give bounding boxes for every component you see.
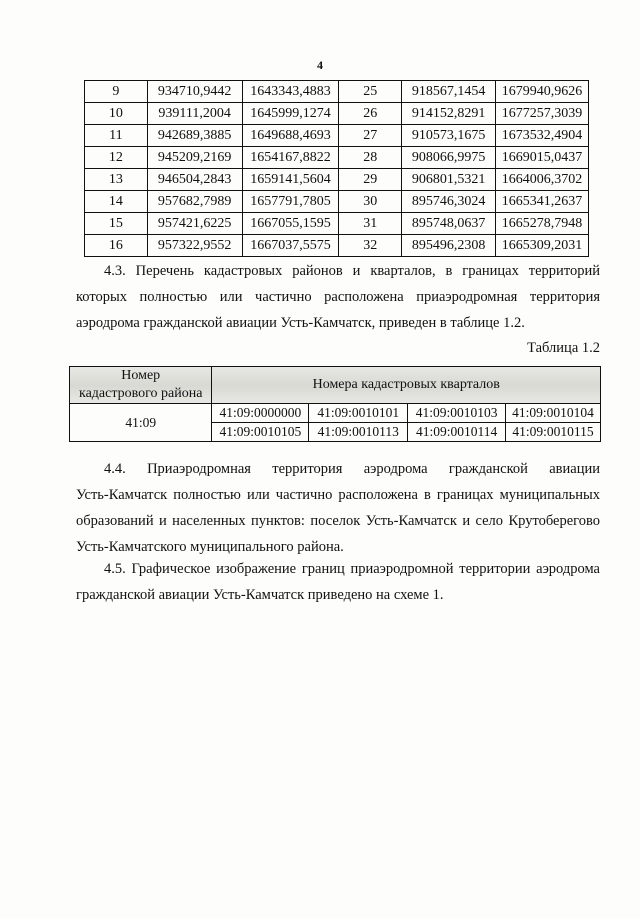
table-cell: 9 [85,81,148,103]
table-row [85,103,589,125]
table-cell: 1645999,1274 [242,103,339,125]
table-cell: 1664006,3702 [496,169,589,191]
table-row [85,81,589,103]
table-cell: 1659141,5604 [242,169,339,191]
table-cell: 11 [85,125,148,147]
table-cell: 957421,6225 [147,213,242,235]
table-cell: 1669015,0437 [496,147,589,169]
quarter-cell: 41:09:0010105 [212,423,309,442]
paragraph-line: 4.4. Приаэродромная территория аэродрома гражданской авиации [104,461,600,477]
paragraph-4-5 [76,556,600,608]
table-cell: 957682,7989 [147,191,242,213]
table-caption: Таблица 1.2 [527,340,600,356]
quarter-cell: 41:09:0010104 [506,404,601,423]
quarter-cell: 41:09:0000000 [212,404,309,423]
table-cell: 914152,8291 [402,103,496,125]
paragraph-4-4 [76,456,600,560]
table-cell: 957322,9552 [147,235,242,257]
table-cell: 1643343,4883 [242,81,339,103]
table-cell: 12 [85,147,148,169]
table-cell: 25 [339,81,402,103]
district-cell: 41:09 [70,404,212,442]
table-cell: 934710,9442 [147,81,242,103]
coordinates-table [84,80,589,257]
quarter-cell: 41:09:0010115 [506,423,601,442]
paragraph-line: которых полностью или частично расположена приаэродромная территория [76,289,600,305]
table-cell: 26 [339,103,402,125]
table-cell: 895748,0637 [402,213,496,235]
table-cell: 946504,2843 [147,169,242,191]
table-cell: 1665309,2031 [496,235,589,257]
paragraph-line: гражданской авиации Усть-Камчатск приведено на схеме 1. [76,587,444,603]
table-row [85,213,589,235]
table-cell: 906801,5321 [402,169,496,191]
quarter-cell: 41:09:0010101 [309,404,408,423]
page-number: 4 [317,58,323,72]
header-district [70,367,212,404]
paragraph-line: образований и населенных пунктов: поселок Усть-Камчатск и село Крутоберегово [76,513,600,529]
table-cell: 14 [85,191,148,213]
table-cell: 15 [85,213,148,235]
table-cell: 1667055,1595 [242,213,339,235]
table-cell: 1665278,7948 [496,213,589,235]
table-row [85,169,589,191]
table-cell: 895496,2308 [402,235,496,257]
table-row [85,235,589,257]
table-cell: 1649688,4693 [242,125,339,147]
table-row [85,125,589,147]
table-cell: 16 [85,235,148,257]
table-cell: 895746,3024 [402,191,496,213]
cadastral-table [69,366,601,442]
table-cell: 10 [85,103,148,125]
table-cell: 910573,1675 [402,125,496,147]
table-cell: 1667037,5575 [242,235,339,257]
table-cell: 939111,2004 [147,103,242,125]
table-cell: 908066,9975 [402,147,496,169]
paragraph-line: аэродрома гражданской авиации Усть-Камчатск, приведен в таблице 1.2. [76,315,525,331]
paragraph-4-3 [76,258,600,336]
table-cell: 1654167,8822 [242,147,339,169]
paragraph-line: 4.5. Графическое изображение границ приаэродромной территории аэродрома [104,561,600,577]
table-row [85,191,589,213]
quarter-cell: 41:09:0010114 [408,423,506,442]
table-cell: 1665341,2637 [496,191,589,213]
table-cell: 32 [339,235,402,257]
table-cell: 27 [339,125,402,147]
table-cell: 31 [339,213,402,235]
table-row [85,147,589,169]
table-cell: 1673532,4904 [496,125,589,147]
paragraph-line: Усть-Камчатск полностью или частично расположена в границах муниципальных [76,487,600,503]
table-cell: 1679940,9626 [496,81,589,103]
table-cell: 1657791,7805 [242,191,339,213]
table-cell: 29 [339,169,402,191]
table-cell: 30 [339,191,402,213]
table-cell: 945209,2169 [147,147,242,169]
quarter-cell: 41:09:0010103 [408,404,506,423]
table-cell: 13 [85,169,148,191]
paragraph-line: 4.3. Перечень кадастровых районов и кварталов, в границах территорий [104,263,600,279]
paragraph-line: Усть-Камчатского муниципального района. [76,539,344,555]
table-cell: 918567,1454 [402,81,496,103]
header-district-line2: кадастрового района [79,386,203,401]
quarter-cell: 41:09:0010113 [309,423,408,442]
table-cell: 942689,3885 [147,125,242,147]
header-district-line1: Номер [121,368,161,383]
table-cell: 28 [339,147,402,169]
header-quarters: Номера кадастровых кварталов [212,367,601,404]
table-cell: 1677257,3039 [496,103,589,125]
